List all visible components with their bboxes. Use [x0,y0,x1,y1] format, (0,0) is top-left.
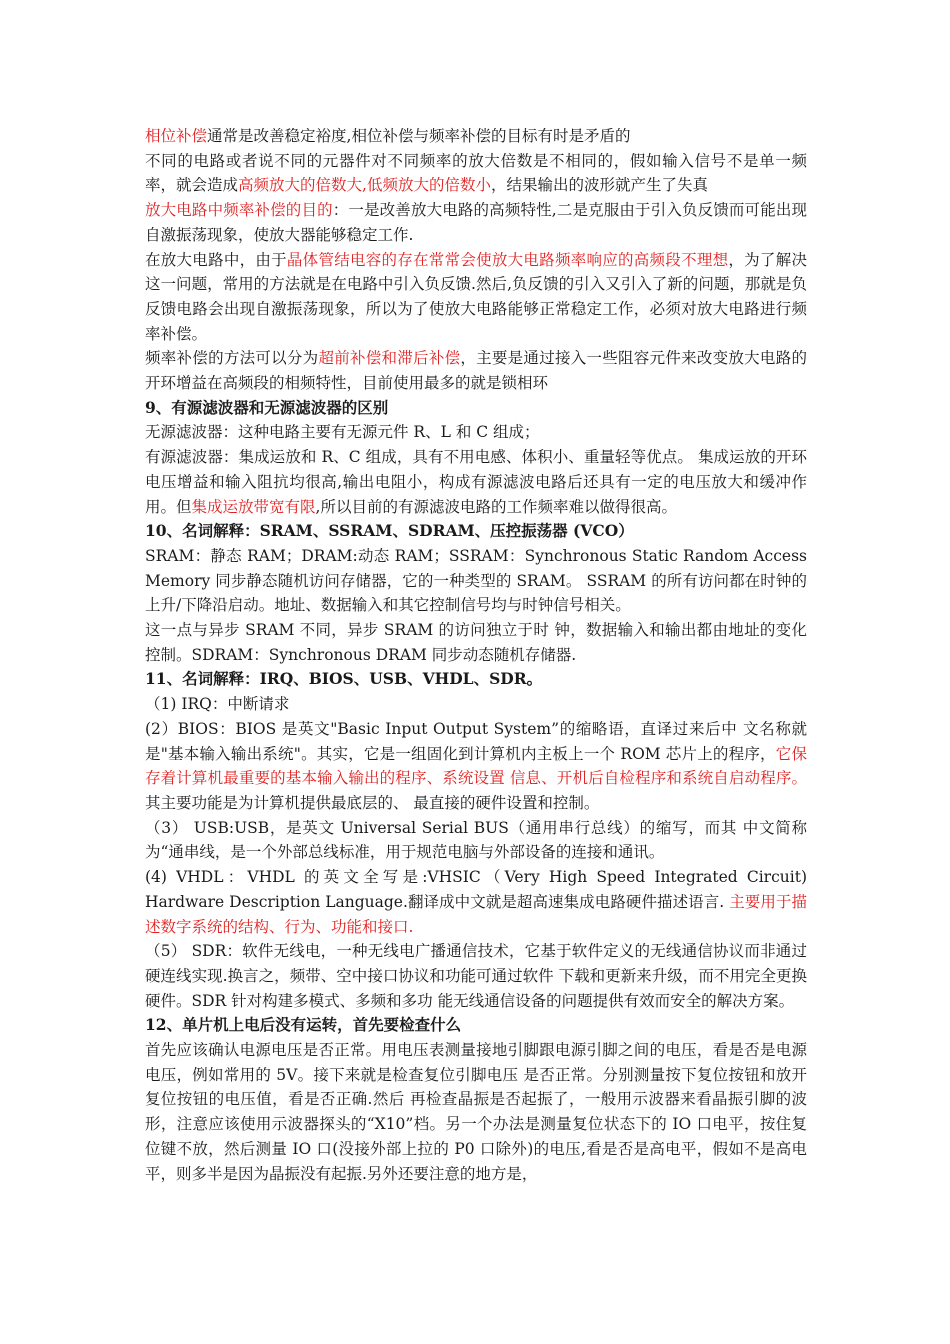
highlighted-text: 相位补偿 [145,127,208,145]
highlighted-text: 它保存着计算机最重要的基本输入输出的程序、系统设置 信息、开机后自检程序和系统自启动程序。 [145,744,807,788]
paragraph [145,717,807,816]
text-run: ，主要是通过接入一些阻容元件来改变放大电路的开环增益在高频段的相频特性，目前使用最多的就是锁相环 [145,349,807,393]
paragraph [145,816,807,865]
heading-text: 9、有源滤波器和无源滤波器的区别 [145,397,389,417]
highlighted-text: 主要用于描述数字系统的结构、行为、功能和接口. [145,892,807,936]
paragraph [145,865,807,939]
text-run: 不同的电路或者说不同的元器件对不同频率的放大倍数是不相同的，假如输入信号不是单一频率，就会造成 [145,151,807,195]
text-run: （5） SDR：软件无线电，一种无线电广播通信技术，它基于软件定义的无线通信协议而非通过硬连线实现.换言之，频带、空中接口协议和功能可通过软件 下载和更新来升级，而不用完全更换硬件。SDR 针对构建多模式、多频和多功 能无线通信设备的问题提供有效而安全的解决方案。 [145,942,807,1010]
highlighted-text: 超前补偿和滞后补偿 [318,349,461,368]
document-page [145,124,807,1186]
paragraph [145,692,807,717]
paragraph [145,420,807,445]
heading-text: 11、名词解释：IRQ、BIOS、USB、VHDL、SDR。 [145,669,543,689]
paragraph [145,939,807,1013]
highlighted-text: 晶体管结电容的存在常常会使放大电路频率响应的高频段不理想 [286,250,729,269]
text-run: ：一是改善放大电路的高频特性,二是克服由于引入负反馈而可能出现自激振荡现象，使放大器能够稳定工作. [145,201,807,244]
text-run: 其主要功能是为计算机提供最底层的、 最直接的硬件设置和控制。 [145,793,600,812]
text-run: 在放大电路中，由于 [145,250,287,269]
text-run: （1) IRQ：中断请求 [145,695,290,714]
text-run: SRAM：静态 RAM；DRAM:动态 RAM；SSRAM：Synchronous Static Random Access Memory 同步静态随机访问存储器，它的一种类型的 SRAM。 SSRAM 的所有访问都在时钟的上升/下降沿启动。地址、数据输入和其它控制信号均与时钟信号相关。 [145,546,807,615]
text-run: (4) VHDL：VHDL 的英文全写是:VHSIC（Very High Speed Integrated Circuit) Hardware Description Language.翻译成中文就是超高速集成电路硬件描述语言. [145,868,807,911]
text-run: 首先应该确认电源电压是否正常。用电压表测量接地引脚跟电源引脚之间的电压，看是否是电源电压，例如常用的 5V。接下来就是检查复位引脚电压 是否正常。分别测量按下复位按钮和放开复位按钮的电压值，看是否正确.然后 再检查晶振是否起振了，一般用示波器来看晶振引脚的波形，注意应该使用示波器探头的“X10”档。另一个办法是测量复位状态下的 IO 口电平，按住复位键不放，然后测量 IO 口(没接外部上拉的 P0 口除外)的电压,看是否是高电平，假如不是高电平，则多半是因为晶振没有起振.另外还要注意的地方是， [145,1041,807,1183]
text-run: ，结果输出的波形就产生了失真 [490,176,708,195]
text-run: 有源滤波器：集成运放和 R、C 组成，具有不用电感、体积小、重量轻等优点。 集成运放的开环电压增益和输入阻抗均很高,输出电阻小，构成有源滤波电路后还具有一定的电压放大和缓冲作用。但 [145,448,807,516]
paragraph [145,198,807,247]
paragraph [145,346,807,395]
paragraph [145,124,807,149]
text-run: 这一点与异步 SRAM 不同，异步 SRAM 的访问独立于时 钟，数据输入和输出都由地址的变化控制。SDRAM：Synchronous DRAM 同步动态随机存储器. [145,621,807,664]
section-heading [145,519,807,544]
paragraph [145,445,807,519]
text-run: 通常是改善稳定裕度,相位补偿与频率补偿的目标有时是矛盾的 [207,127,631,145]
heading-text: 10、名词解释：SRAM、SSRAM、SDRAM、压控振荡器 (VCO） [145,521,634,541]
section-heading [145,667,807,692]
text-run: ,所以目前的有源滤波电路的工作频率难以做得很高。 [315,497,677,516]
text-run: 频率补偿的方法可以分为 [145,349,319,368]
heading-text: 12、单片机上电后没有运转，首先要检查什么 [145,1015,462,1035]
paragraph [145,618,807,667]
paragraph [145,248,807,347]
paragraph [145,149,807,198]
highlighted-text: 高频放大的倍数大,低频放大的倍数小 [238,176,491,195]
highlighted-text: 集成运放带宽有限 [191,497,316,516]
text-run: （3） USB:USB，是英文 Universal Serial BUS（通用串行总线）的缩写，而其 中文简称为“通串线，是一个外部总线标准，用于规范电脑与外部设备的连接和通讯。 [145,818,807,862]
highlighted-text: 放大电路中频率补偿的目的 [145,201,333,220]
section-heading [145,1013,807,1038]
text-run: ，为了解决这一问题，常用的方法就是在电路中引入负反馈.然后,负反馈的引入又引入了新的问题，那就是负反馈电路会出现自激振荡现象，所以为了使放大电路能够正常稳定工作，必须对放大电路进行频率补偿。 [145,250,807,343]
paragraph [145,1038,807,1186]
section-heading [145,396,807,421]
text-run: (2）BIOS：BIOS 是英文"Basic Input Output System”的缩略语，直译过来后中 文名称就是"基本输入输出系统"。其实，它是一组固化到计算机内主板上一个 ROM 芯片上的程序， [145,719,807,763]
paragraph [145,544,807,618]
text-run: 无源滤波器：这种电路主要有无源元件 R、L 和 C 组成； [145,423,540,442]
